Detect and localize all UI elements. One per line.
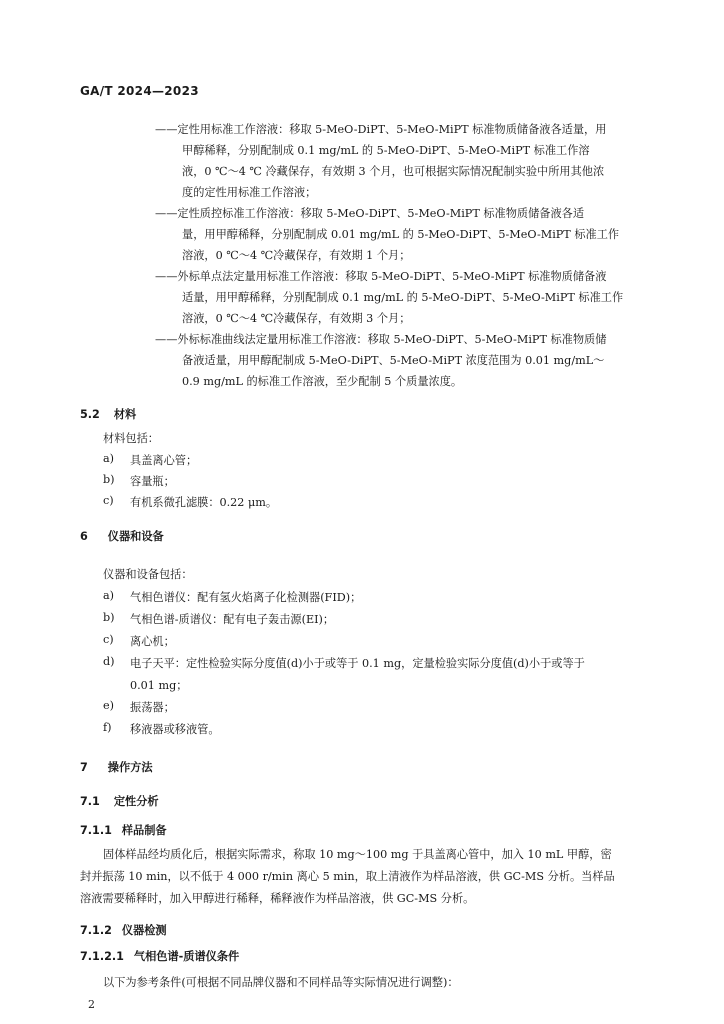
list-item: 气相色谱仪：配有氢火焰离子化检测器(FID)； <box>130 591 362 604</box>
text-line: ——定性用标准工作溶液：移取 5-MeO-DiPT、5-MeO-MiPT 标准物质储备液各适量，用 <box>155 123 607 136</box>
list-label: a) <box>103 589 115 602</box>
text-line: 溶液，0 ℃～4 ℃冷藏保存，有效期 3 个月； <box>182 312 411 325</box>
list-label: b) <box>103 473 115 486</box>
section-heading-7-1-2 <box>80 922 167 938</box>
list-item: 电子天平：定性检验实际分度值(d)小于或等于 0.1 mg，定量检验实际分度值(d)小于或等于 <box>130 657 585 670</box>
text-line: 溶液，0 ℃～4 ℃冷藏保存，有效期 1 个月； <box>182 249 411 262</box>
text-line: ——外标标准曲线法定量用标准工作溶液：移取 5-MeO-DiPT、5-MeO-MiPT 标准物质储 <box>155 333 607 346</box>
text-line: 液，0 ℃～4 ℃ 冷藏保存，有效期 3 个月，也可根据实际情况配制实验中所用其他浓 <box>182 165 605 178</box>
list-item: 振荡器； <box>130 701 175 714</box>
list-label: d) <box>103 655 115 668</box>
section-number: 7.1.2.1 <box>80 950 124 963</box>
section-title: 操作方法 <box>107 761 153 774</box>
section-number: 7.1.1 <box>80 824 112 837</box>
section-number: 7.1.2 <box>80 924 112 937</box>
list-label: b) <box>103 611 115 624</box>
list-item: 气相色谱-质谱仪：配有电子轰击源(EI)； <box>130 613 335 626</box>
section-title: 定性分析 <box>113 795 159 808</box>
section-heading-7 <box>80 759 153 775</box>
standard-code: GA/T 2024—2023 <box>80 84 199 98</box>
text-line: 溶液需要稀释时，加入甲醇进行稀释，稀释液作为样品溶液，供 GC-MS 分析。 <box>80 892 475 905</box>
list-label: c) <box>103 633 114 646</box>
section-title: 仪器检测 <box>121 924 167 937</box>
list-item: 容量瓶； <box>130 475 175 488</box>
section-number: 5.2 <box>80 408 100 421</box>
text-line: 量，用甲醇稀释，分别配制成 0.01 mg/mL 的 5-MeO-DiPT、5-MeO-MiPT 标准工作 <box>182 228 620 241</box>
list-item: 有机系微孔滤膜：0.22 μm。 <box>130 496 278 509</box>
section-heading-6 <box>80 528 164 544</box>
list-item-continuation: 0.01 mg； <box>130 679 188 692</box>
section-title: 仪器和设备 <box>107 530 164 543</box>
section-title: 气相色谱-质谱仪条件 <box>133 950 240 963</box>
section-heading-5-2 <box>80 406 136 422</box>
text-line: ——外标单点法定量用标准工作溶液：移取 5-MeO-DiPT、5-MeO-MiPT 标准物质储备液 <box>155 270 607 283</box>
text-line: ——定性质控标准工作溶液：移取 5-MeO-DiPT、5-MeO-MiPT 标准物质储备液各适 <box>155 207 585 220</box>
text-line: 0.9 mg/mL 的标准工作溶液，至少配制 5 个质量浓度。 <box>182 375 463 388</box>
text-line: 封并振荡 10 min，以不低于 4 000 r/min 离心 5 min，取上清液作为样品溶液，供 GC-MS 分析。当样品 <box>80 870 615 883</box>
text-line: 甲醇稀释，分别配制成 0.1 mg/mL 的 5-MeO-DiPT、5-MeO-MiPT 标准工作溶 <box>182 144 590 157</box>
page-number: 2 <box>88 998 95 1011</box>
section-number: 6 <box>80 530 88 543</box>
section-heading-7-1-2-1 <box>80 948 239 964</box>
section-title: 材料 <box>113 408 137 421</box>
text-line: 度的定性用标准工作溶液； <box>182 186 317 199</box>
text-line: 适量，用甲醇稀释，分别配制成 0.1 mg/mL 的 5-MeO-DiPT、5-MeO-MiPT 标准工作 <box>182 291 624 304</box>
list-label: a) <box>103 452 115 465</box>
section-intro: 材料包括： <box>103 432 159 445</box>
list-item: 具盖离心管； <box>130 454 198 467</box>
list-label: f) <box>103 721 112 734</box>
section-title: 样品制备 <box>121 824 167 837</box>
list-item: 移液器或移液管。 <box>130 723 220 736</box>
list-label: c) <box>103 494 114 507</box>
section-number: 7.1 <box>80 795 100 808</box>
list-label: e) <box>103 699 114 712</box>
section-number: 7 <box>80 761 88 774</box>
text-line: 固体样品经均质化后，根据实际需求，称取 10 mg～100 mg 于具盖离心管中，加入 10 mL 甲醇，密 <box>103 848 612 861</box>
paragraph-text: 以下为参考条件(可根据不同品牌仪器和不同样品等实际情况进行调整)： <box>103 976 459 989</box>
section-heading-7-1-1 <box>80 822 167 838</box>
section-heading-7-1 <box>80 793 159 809</box>
text-line: 备液适量，用甲醇配制成 5-MeO-DiPT、5-MeO-MiPT 浓度范围为 0.01 mg/mL～ <box>182 354 605 367</box>
list-item: 离心机； <box>130 635 175 648</box>
section-intro: 仪器和设备包括： <box>103 568 193 581</box>
